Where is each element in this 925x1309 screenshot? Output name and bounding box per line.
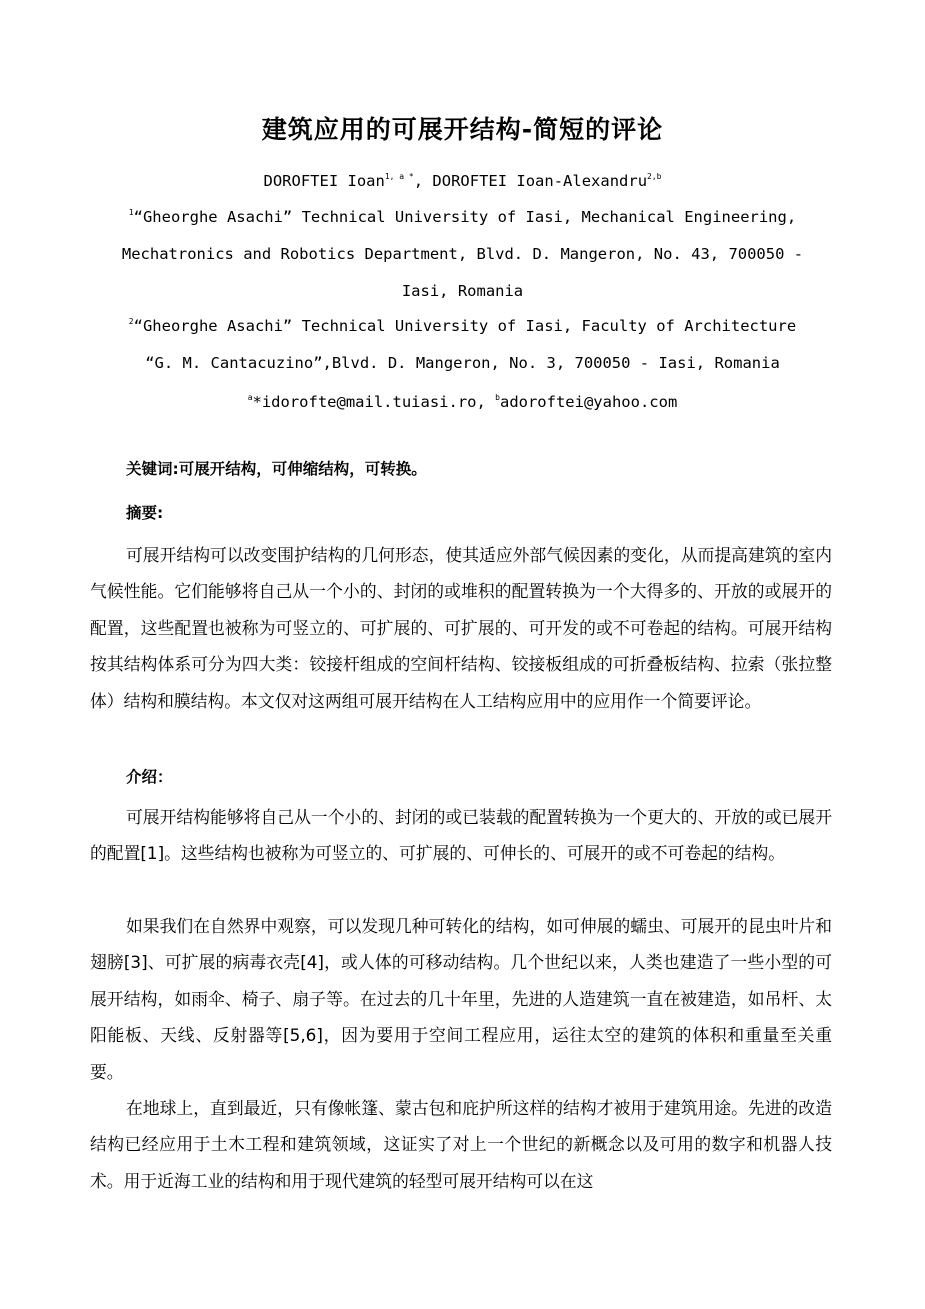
affiliation-1-line-3: Iasi, Romania xyxy=(401,282,524,300)
keywords: 关键词:可展开结构，可伸缩结构，可转换。 xyxy=(126,460,427,478)
abstract-heading: 摘要: xyxy=(126,504,164,522)
abstract-paragraph: 可展开结构可以改变围护结构的几何形态，使其适应外部气候因素的变化，从而提高建筑的室内气候性能。它们能够将自己从一个小的、封闭的或堆积的配置转换为一个大得多的、开放的或展开的配置，这些配置也被称为可竖立的、可扩展的、可扩展的、可开发的或不可卷起的结构。可展开结构按其结构体系可分为四大类：铰接杆组成的空间杆结构、铰接板组成的可折叠板结构、拉索（张拉整体）结构和膜结构。本文仅对这两组可展开结构在人工结构应用中的应用作一个简要评论。 xyxy=(90,545,832,711)
affiliation-2-text-1: “Gheorghe Asachi” Technical University of Iasi, Faculty of Architecture xyxy=(133,317,797,335)
affiliation-1-line-1 xyxy=(0,208,925,226)
affiliation-1-text-1: “Gheorghe Asachi” Technical University of Iasi, Mechanical Engineering, xyxy=(133,208,797,226)
affiliation-1-superscript: 1 xyxy=(128,208,134,217)
author-separator: , xyxy=(413,172,433,190)
email-line xyxy=(0,393,925,411)
author-line xyxy=(0,172,925,190)
author-1-name: DOROFTEI Ioan xyxy=(263,172,385,190)
email-b-superscript: b xyxy=(495,393,500,402)
author-1-superscript: 1, a * xyxy=(384,172,414,181)
affiliation-2-line-2: “G. M. Cantacuzino”,Blvd. D. Mangeron, No. 3, 700050 - Iasi, Romania xyxy=(145,354,780,372)
email-a-superscript: a xyxy=(247,393,253,402)
author-2-superscript: 2,b xyxy=(647,172,662,181)
intro-paragraph-3: 在地球上，直到最近，只有像帐篷、蒙古包和庇护所这样的结构才被用于建筑用途。先进的改造结构已经应用于土木工程和建筑领域，这证实了对上一个世纪的新概念以及可用的数字和机器人技术。用于近海工业的结构和用于现代建筑的轻型可展开结构可以在这 xyxy=(90,1098,832,1191)
affiliation-1-line-2: Mechatronics and Robotics Department, Blvd. D. Mangeron, No. 43, 700050 - xyxy=(121,245,804,263)
affiliation-2-line-1 xyxy=(0,317,925,335)
email-a: *idorofte@mail.tuiasi.ro, xyxy=(252,393,496,411)
email-b: adoroftei@yahoo.com xyxy=(499,393,678,411)
intro-paragraph-2: 如果我们在自然界中观察，可以发现几种可转化的结构，如可伸展的蠕虫、可展开的昆虫叶片和翅膀[3]、可扩展的病毒衣壳[4]，或人体的可移动结构。几个世纪以来，人类也建造了一些小型的可展开结构，如雨伞、椅子、扇子等。在过去的几十年里，先进的人造建筑一直在被建造，如吊杆、太阳能板、天线、反射器等[5,6]，因为要用于空间工程应用，运往太空的建筑的体积和重量至关重要。 xyxy=(90,916,832,1082)
author-2-name: DOROFTEI Ioan-Alexandru xyxy=(432,172,648,190)
introduction-heading: 介绍： xyxy=(126,768,173,786)
affiliation-2-superscript: 2 xyxy=(128,317,134,326)
paper-title: 建筑应用的可展开结构-简短的评论 xyxy=(261,115,664,144)
intro-paragraph-1: 可展开结构能够将自己从一个小的、封闭的或已装载的配置转换为一个更大的、开放的或已展开的配置[1]。这些结构也被称为可竖立的、可扩展的、可伸长的、可展开的或不可卷起的结构。 xyxy=(90,807,832,864)
